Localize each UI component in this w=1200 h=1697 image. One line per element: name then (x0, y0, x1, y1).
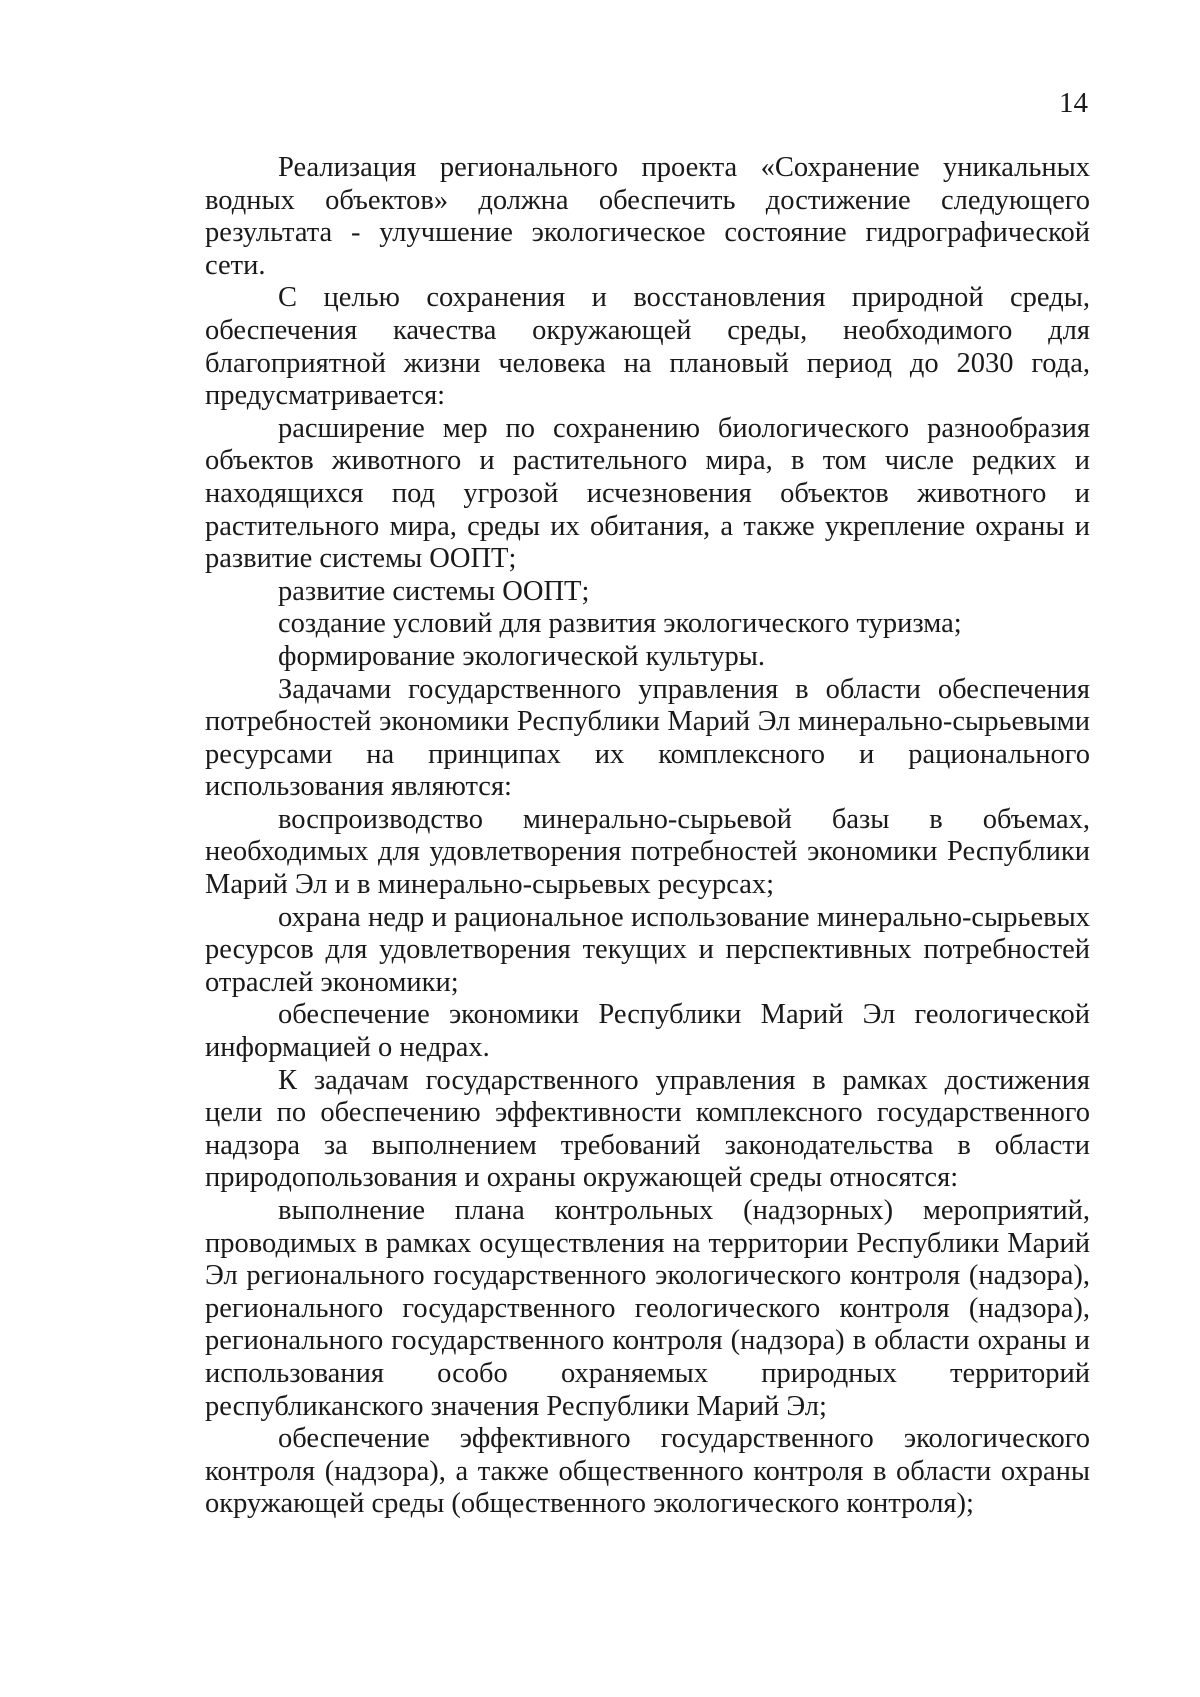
list-item: формирование экологической культуры. (278, 640, 766, 672)
page-number: 14 (1059, 87, 1088, 119)
list-item: охрана недр и рациональное использование минерально-сырьевых ресурсов для удовлетворения текущих и перспективных потребностей отраслей экономики; (205, 901, 1090, 998)
document-body (205, 152, 1090, 1521)
list-item: обеспечение эффективного государственного экологического контроля (надзора), а также общественного контроля в области охраны окружающей среды (общественного экологического контроля); (205, 1423, 1090, 1520)
list-item: воспроизводство минерально-сырьевой базы в объемах, необходимых для удовлетворения потребностей экономики Республики Марий Эл и в минерально-сырьевых ресурсах; (205, 803, 1090, 901)
paragraph: С целью сохранения и восстановления природной среды, обеспечения качества окружающей среды, необходимого для благоприятной жизни человека на плановый период до 2030 года, предусматривается: (205, 282, 1090, 412)
paragraph: Реализация регионального проекта «Сохранение уникальных водных объектов» должна обеспечить достижение следующего результата - улучшение экологическое состояние гидрографической сети. (205, 152, 1090, 281)
list-item: создание условий для развития экологического туризма; (278, 608, 962, 640)
list-item: обеспечение экономики Республики Марий Эл геологической информацией о недрах. (205, 999, 1090, 1064)
paragraph: Задачами государственного управления в области обеспечения потребностей экономики Республики Марий Эл минерально-сырьевыми ресурсами на принципах их комплексного и рационального использования являются: (205, 673, 1090, 803)
list-item: расширение мер по сохранению биологического разнообразия объектов животного и растительного мира, в том числе редких и находящихся под угрозой исчезновения объектов животного и растительного мира, среды их обитания, а также укрепление охраны и развитие системы ООПТ; (205, 412, 1090, 575)
list-item: выполнение плана контрольных (надзорных) мероприятий, проводимых в рамках осуществления на территории Республики Марий Эл регионального государственного экологического контроля (надзора), регионального государственного геологического контроля (надзора), регионального государственного контроля (надзора) в области охраны и использования особо охраняемых природных территорий республиканского значения Республики Марий Эл; (205, 1195, 1090, 1422)
list-item: развитие системы ООПТ; (278, 575, 590, 607)
paragraph: К задачам государственного управления в рамках достижения цели по обеспечению эффективности комплексного государственного надзора за выполнением требований законодательства в области природопользования и охраны окружающей среды относятся: (205, 1064, 1090, 1194)
